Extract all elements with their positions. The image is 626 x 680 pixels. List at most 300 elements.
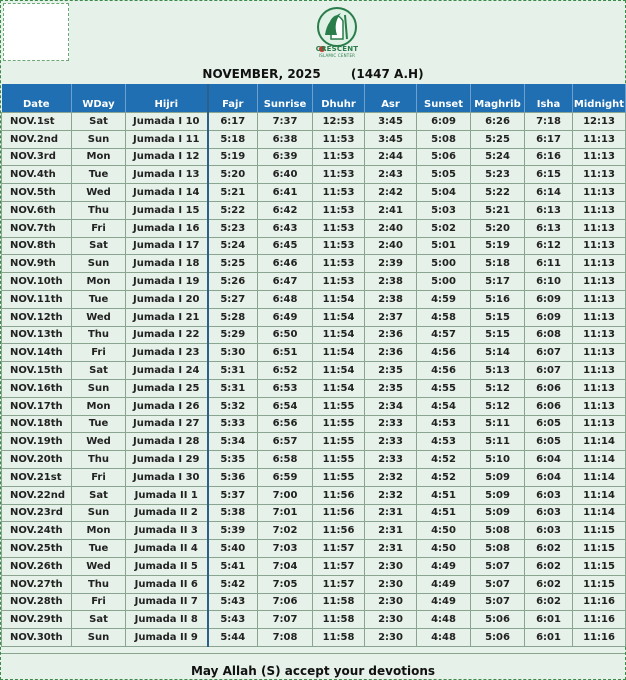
table-row bbox=[2, 593, 626, 611]
cell-isha: 6:05 bbox=[525, 415, 573, 433]
cell-fajr: 6:17 bbox=[208, 113, 258, 131]
cell-wday: Sat bbox=[72, 237, 126, 255]
column-header-fajr: Fajr bbox=[208, 84, 258, 113]
cell-midnight: 11:15 bbox=[573, 540, 626, 558]
prayer-times-table bbox=[1, 84, 626, 647]
cell-maghrib: 5:23 bbox=[471, 166, 525, 184]
cell-fajr: 5:30 bbox=[208, 344, 258, 362]
cell-hijri: Jumada II 8 bbox=[126, 611, 208, 629]
cell-asr: 2:40 bbox=[365, 237, 417, 255]
table-header-row bbox=[2, 84, 626, 113]
cell-midnight: 11:13 bbox=[573, 201, 626, 219]
table-row bbox=[2, 504, 626, 522]
table-row bbox=[2, 237, 626, 255]
cell-dhuhr: 11:57 bbox=[313, 575, 365, 593]
cell-isha: 6:09 bbox=[525, 308, 573, 326]
cell-fajr: 5:44 bbox=[208, 629, 258, 647]
table-row bbox=[2, 326, 626, 344]
cell-date: NOV.18th bbox=[2, 415, 72, 433]
table-row bbox=[2, 219, 626, 237]
column-header-midnight: Midnight bbox=[573, 84, 626, 113]
cell-maghrib: 5:16 bbox=[471, 290, 525, 308]
cell-date: NOV.11th bbox=[2, 290, 72, 308]
cell-maghrib: 5:06 bbox=[471, 629, 525, 647]
cell-isha: 6:02 bbox=[525, 540, 573, 558]
cell-sunrise: 6:56 bbox=[258, 415, 313, 433]
cell-sunrise: 6:58 bbox=[258, 451, 313, 469]
cell-fajr: 5:27 bbox=[208, 290, 258, 308]
cell-isha: 6:12 bbox=[525, 237, 573, 255]
cell-date: NOV.3rd bbox=[2, 148, 72, 166]
cell-fajr: 5:31 bbox=[208, 362, 258, 380]
cell-wday: Tue bbox=[72, 166, 126, 184]
cell-sunrise: 7:00 bbox=[258, 486, 313, 504]
cell-date: NOV.15th bbox=[2, 362, 72, 380]
cell-sunset: 4:52 bbox=[417, 468, 471, 486]
cell-sunrise: 7:01 bbox=[258, 504, 313, 522]
cell-sunrise: 7:04 bbox=[258, 557, 313, 575]
cell-wday: Wed bbox=[72, 184, 126, 202]
cell-midnight: 11:13 bbox=[573, 166, 626, 184]
cell-sunrise: 6:52 bbox=[258, 362, 313, 380]
cell-isha: 6:13 bbox=[525, 219, 573, 237]
cell-midnight: 11:13 bbox=[573, 326, 626, 344]
table-row bbox=[2, 575, 626, 593]
cell-date: NOV.6th bbox=[2, 201, 72, 219]
cell-maghrib: 5:06 bbox=[471, 611, 525, 629]
cell-maghrib: 5:19 bbox=[471, 237, 525, 255]
cell-date: NOV.12th bbox=[2, 308, 72, 326]
cell-asr: 2:33 bbox=[365, 451, 417, 469]
cell-maghrib: 5:09 bbox=[471, 504, 525, 522]
table-row bbox=[2, 557, 626, 575]
cell-fajr: 5:19 bbox=[208, 148, 258, 166]
cell-isha: 6:03 bbox=[525, 522, 573, 540]
cell-wday: Mon bbox=[72, 273, 126, 291]
cell-sunrise: 7:08 bbox=[258, 629, 313, 647]
cell-hijri: Jumada I 22 bbox=[126, 326, 208, 344]
cell-maghrib: 5:20 bbox=[471, 219, 525, 237]
cell-hijri: Jumada II 3 bbox=[126, 522, 208, 540]
cell-isha: 7:18 bbox=[525, 113, 573, 131]
cell-maghrib: 5:15 bbox=[471, 308, 525, 326]
cell-asr: 2:42 bbox=[365, 184, 417, 202]
cell-fajr: 5:29 bbox=[208, 326, 258, 344]
cell-dhuhr: 11:57 bbox=[313, 540, 365, 558]
cell-date: NOV.21st bbox=[2, 468, 72, 486]
column-header-isha: Isha bbox=[525, 84, 573, 113]
cell-asr: 3:45 bbox=[365, 130, 417, 148]
table-row bbox=[2, 433, 626, 451]
cell-hijri: Jumada II 5 bbox=[126, 557, 208, 575]
cell-midnight: 12:13 bbox=[573, 113, 626, 131]
cell-sunset: 5:05 bbox=[417, 166, 471, 184]
cell-sunrise: 6:53 bbox=[258, 379, 313, 397]
header-band bbox=[1, 1, 625, 63]
table-row bbox=[2, 273, 626, 291]
table-body bbox=[2, 113, 626, 647]
cell-wday: Wed bbox=[72, 308, 126, 326]
cell-asr: 2:38 bbox=[365, 290, 417, 308]
cell-wday: Fri bbox=[72, 219, 126, 237]
cell-sunset: 4:54 bbox=[417, 397, 471, 415]
cell-wday: Fri bbox=[72, 593, 126, 611]
cell-wday: Sun bbox=[72, 379, 126, 397]
cell-fajr: 5:36 bbox=[208, 468, 258, 486]
cell-isha: 6:15 bbox=[525, 166, 573, 184]
table-row bbox=[2, 344, 626, 362]
column-header-dhuhr: Dhuhr bbox=[313, 84, 365, 113]
cell-hijri: Jumada II 6 bbox=[126, 575, 208, 593]
cell-hijri: Jumada II 2 bbox=[126, 504, 208, 522]
cell-maghrib: 5:13 bbox=[471, 362, 525, 380]
cell-dhuhr: 11:58 bbox=[313, 611, 365, 629]
cell-wday: Sat bbox=[72, 486, 126, 504]
column-header-sunrise: Sunrise bbox=[258, 84, 313, 113]
cell-date: NOV.20th bbox=[2, 451, 72, 469]
cell-wday: Mon bbox=[72, 522, 126, 540]
cell-fajr: 5:41 bbox=[208, 557, 258, 575]
cell-isha: 6:11 bbox=[525, 255, 573, 273]
cell-sunrise: 6:47 bbox=[258, 273, 313, 291]
cell-midnight: 11:13 bbox=[573, 344, 626, 362]
cell-dhuhr: 11:54 bbox=[313, 344, 365, 362]
cell-fajr: 5:43 bbox=[208, 611, 258, 629]
column-header-wday: WDay bbox=[72, 84, 126, 113]
cell-hijri: Jumada I 16 bbox=[126, 219, 208, 237]
cell-sunset: 4:56 bbox=[417, 362, 471, 380]
cell-dhuhr: 11:54 bbox=[313, 362, 365, 380]
cell-dhuhr: 11:56 bbox=[313, 486, 365, 504]
cell-dhuhr: 11:54 bbox=[313, 290, 365, 308]
cell-maghrib: 5:07 bbox=[471, 593, 525, 611]
cell-asr: 2:35 bbox=[365, 362, 417, 380]
cell-sunrise: 7:07 bbox=[258, 611, 313, 629]
table-row bbox=[2, 415, 626, 433]
cell-date: NOV.28th bbox=[2, 593, 72, 611]
cell-midnight: 11:14 bbox=[573, 486, 626, 504]
cell-asr: 2:31 bbox=[365, 504, 417, 522]
cell-sunrise: 6:48 bbox=[258, 290, 313, 308]
logo-subtext: ISLAMIC CENTER bbox=[318, 53, 356, 58]
cell-asr: 3:45 bbox=[365, 113, 417, 131]
cell-sunrise: 7:02 bbox=[258, 522, 313, 540]
cell-asr: 2:30 bbox=[365, 593, 417, 611]
cell-sunset: 4:53 bbox=[417, 415, 471, 433]
month-title bbox=[1, 65, 625, 83]
table-row bbox=[2, 451, 626, 469]
table-row bbox=[2, 308, 626, 326]
cell-sunrise: 6:59 bbox=[258, 468, 313, 486]
cell-midnight: 11:13 bbox=[573, 255, 626, 273]
table-row bbox=[2, 184, 626, 202]
table-row bbox=[2, 255, 626, 273]
cell-sunset: 4:50 bbox=[417, 522, 471, 540]
cell-maghrib: 5:09 bbox=[471, 486, 525, 504]
cell-sunrise: 7:37 bbox=[258, 113, 313, 131]
cell-asr: 2:36 bbox=[365, 326, 417, 344]
cell-sunset: 6:09 bbox=[417, 113, 471, 131]
cell-sunrise: 6:38 bbox=[258, 130, 313, 148]
cell-asr: 2:44 bbox=[365, 148, 417, 166]
cell-sunset: 5:04 bbox=[417, 184, 471, 202]
cell-sunrise: 6:50 bbox=[258, 326, 313, 344]
cell-wday: Sat bbox=[72, 362, 126, 380]
cell-wday: Tue bbox=[72, 540, 126, 558]
cell-dhuhr: 11:53 bbox=[313, 148, 365, 166]
cell-sunrise: 6:49 bbox=[258, 308, 313, 326]
cell-date: NOV.19th bbox=[2, 433, 72, 451]
column-header-asr: Asr bbox=[365, 84, 417, 113]
cell-fajr: 5:23 bbox=[208, 219, 258, 237]
cell-midnight: 11:14 bbox=[573, 433, 626, 451]
cell-isha: 6:07 bbox=[525, 362, 573, 380]
cell-fajr: 5:43 bbox=[208, 593, 258, 611]
cell-wday: Tue bbox=[72, 415, 126, 433]
cell-asr: 2:41 bbox=[365, 201, 417, 219]
cell-maghrib: 5:17 bbox=[471, 273, 525, 291]
cell-hijri: Jumada II 7 bbox=[126, 593, 208, 611]
cell-date: NOV.2nd bbox=[2, 130, 72, 148]
cell-sunset: 4:57 bbox=[417, 326, 471, 344]
cell-asr: 2:35 bbox=[365, 379, 417, 397]
cell-sunset: 5:02 bbox=[417, 219, 471, 237]
cell-hijri: Jumada I 21 bbox=[126, 308, 208, 326]
cell-date: NOV.13th bbox=[2, 326, 72, 344]
cell-wday: Thu bbox=[72, 451, 126, 469]
table-row bbox=[2, 130, 626, 148]
cell-asr: 2:30 bbox=[365, 557, 417, 575]
cell-wday: Sat bbox=[72, 611, 126, 629]
cell-dhuhr: 11:55 bbox=[313, 433, 365, 451]
cell-sunset: 5:01 bbox=[417, 237, 471, 255]
cell-fajr: 5:39 bbox=[208, 522, 258, 540]
cell-midnight: 11:13 bbox=[573, 148, 626, 166]
cell-hijri: Jumada I 20 bbox=[126, 290, 208, 308]
cell-isha: 6:07 bbox=[525, 344, 573, 362]
cell-dhuhr: 11:56 bbox=[313, 522, 365, 540]
cell-dhuhr: 11:55 bbox=[313, 415, 365, 433]
cell-wday: Fri bbox=[72, 344, 126, 362]
column-header-sunset: Sunset bbox=[417, 84, 471, 113]
cell-hijri: Jumada I 10 bbox=[126, 113, 208, 131]
cell-hijri: Jumada I 28 bbox=[126, 433, 208, 451]
cell-dhuhr: 11:55 bbox=[313, 397, 365, 415]
cell-fajr: 5:28 bbox=[208, 308, 258, 326]
cell-isha: 6:09 bbox=[525, 290, 573, 308]
cell-hijri: Jumada I 24 bbox=[126, 362, 208, 380]
logo-text bbox=[309, 45, 365, 58]
cell-sunrise: 6:54 bbox=[258, 397, 313, 415]
cell-dhuhr: 11:54 bbox=[313, 326, 365, 344]
cell-wday: Sun bbox=[72, 130, 126, 148]
cell-wday: Sun bbox=[72, 255, 126, 273]
cell-midnight: 11:13 bbox=[573, 397, 626, 415]
cell-dhuhr: 11:53 bbox=[313, 219, 365, 237]
cell-hijri: Jumada I 19 bbox=[126, 273, 208, 291]
cell-hijri: Jumada I 30 bbox=[126, 468, 208, 486]
column-header-date: Date bbox=[2, 84, 72, 113]
cell-dhuhr: 11:53 bbox=[313, 130, 365, 148]
cell-isha: 6:03 bbox=[525, 504, 573, 522]
cell-date: NOV.30th bbox=[2, 629, 72, 647]
cell-isha: 6:04 bbox=[525, 468, 573, 486]
table-row bbox=[2, 486, 626, 504]
cell-sunrise: 6:43 bbox=[258, 219, 313, 237]
cell-sunrise: 7:03 bbox=[258, 540, 313, 558]
cell-sunset: 5:00 bbox=[417, 273, 471, 291]
cell-hijri: Jumada I 12 bbox=[126, 148, 208, 166]
cell-isha: 6:02 bbox=[525, 593, 573, 611]
cell-date: NOV.25th bbox=[2, 540, 72, 558]
cell-sunset: 5:00 bbox=[417, 255, 471, 273]
table-row bbox=[2, 113, 626, 131]
cell-asr: 2:36 bbox=[365, 344, 417, 362]
cell-asr: 2:32 bbox=[365, 486, 417, 504]
table-row bbox=[2, 290, 626, 308]
cell-fajr: 5:22 bbox=[208, 201, 258, 219]
table-row bbox=[2, 540, 626, 558]
cell-sunset: 4:51 bbox=[417, 486, 471, 504]
cell-isha: 6:10 bbox=[525, 273, 573, 291]
cell-wday: Tue bbox=[72, 290, 126, 308]
cell-fajr: 5:37 bbox=[208, 486, 258, 504]
cell-sunrise: 7:05 bbox=[258, 575, 313, 593]
cell-isha: 6:17 bbox=[525, 130, 573, 148]
cell-asr: 2:31 bbox=[365, 522, 417, 540]
cell-hijri: Jumada I 29 bbox=[126, 451, 208, 469]
table-row bbox=[2, 468, 626, 486]
cell-wday: Thu bbox=[72, 326, 126, 344]
cell-maghrib: 5:14 bbox=[471, 344, 525, 362]
cell-maghrib: 6:26 bbox=[471, 113, 525, 131]
cell-dhuhr: 11:55 bbox=[313, 451, 365, 469]
cell-maghrib: 5:12 bbox=[471, 397, 525, 415]
cell-isha: 6:05 bbox=[525, 433, 573, 451]
cell-fajr: 5:25 bbox=[208, 255, 258, 273]
cell-hijri: Jumada I 27 bbox=[126, 415, 208, 433]
column-header-maghrib: Maghrib bbox=[471, 84, 525, 113]
cell-sunrise: 6:57 bbox=[258, 433, 313, 451]
hijri-year-label: (1447 A.H) bbox=[350, 67, 424, 81]
cell-isha: 6:14 bbox=[525, 184, 573, 202]
cell-sunrise: 6:46 bbox=[258, 255, 313, 273]
cell-midnight: 11:13 bbox=[573, 362, 626, 380]
cell-hijri: Jumada I 13 bbox=[126, 166, 208, 184]
cell-midnight: 11:14 bbox=[573, 504, 626, 522]
footer-band bbox=[1, 653, 625, 680]
cell-maghrib: 5:10 bbox=[471, 451, 525, 469]
cell-sunset: 4:53 bbox=[417, 433, 471, 451]
cell-sunrise: 6:42 bbox=[258, 201, 313, 219]
cell-maghrib: 5:15 bbox=[471, 326, 525, 344]
cell-date: NOV.10th bbox=[2, 273, 72, 291]
cell-isha: 6:06 bbox=[525, 379, 573, 397]
cell-hijri: Jumada I 11 bbox=[126, 130, 208, 148]
cell-fajr: 5:40 bbox=[208, 540, 258, 558]
cell-dhuhr: 11:54 bbox=[313, 379, 365, 397]
cell-dhuhr: 11:53 bbox=[313, 237, 365, 255]
cell-asr: 2:30 bbox=[365, 629, 417, 647]
cell-fajr: 5:26 bbox=[208, 273, 258, 291]
cell-asr: 2:40 bbox=[365, 219, 417, 237]
table-row bbox=[2, 397, 626, 415]
cell-sunset: 4:56 bbox=[417, 344, 471, 362]
cell-maghrib: 5:25 bbox=[471, 130, 525, 148]
cell-hijri: Jumada II 4 bbox=[126, 540, 208, 558]
cell-midnight: 11:13 bbox=[573, 273, 626, 291]
cell-sunset: 4:49 bbox=[417, 575, 471, 593]
cell-maghrib: 5:24 bbox=[471, 148, 525, 166]
cell-hijri: Jumada I 23 bbox=[126, 344, 208, 362]
cell-dhuhr: 11:53 bbox=[313, 184, 365, 202]
cell-date: NOV.23rd bbox=[2, 504, 72, 522]
cell-fajr: 5:32 bbox=[208, 397, 258, 415]
cell-fajr: 5:34 bbox=[208, 433, 258, 451]
cell-wday: Sat bbox=[72, 113, 126, 131]
cell-date: NOV.17th bbox=[2, 397, 72, 415]
cell-midnight: 11:13 bbox=[573, 379, 626, 397]
cell-midnight: 11:13 bbox=[573, 290, 626, 308]
cell-asr: 2:34 bbox=[365, 397, 417, 415]
cell-wday: Thu bbox=[72, 201, 126, 219]
cell-sunset: 4:58 bbox=[417, 308, 471, 326]
cell-midnight: 11:13 bbox=[573, 219, 626, 237]
cell-midnight: 11:14 bbox=[573, 451, 626, 469]
cell-sunset: 5:03 bbox=[417, 201, 471, 219]
cell-wday: Fri bbox=[72, 468, 126, 486]
cell-fajr: 5:35 bbox=[208, 451, 258, 469]
footer-message: May Allah (S) accept your devotions bbox=[190, 664, 436, 678]
cell-date: NOV.29th bbox=[2, 611, 72, 629]
cell-maghrib: 5:21 bbox=[471, 201, 525, 219]
cell-dhuhr: 11:53 bbox=[313, 166, 365, 184]
cell-dhuhr: 12:53 bbox=[313, 113, 365, 131]
cell-fajr: 5:21 bbox=[208, 184, 258, 202]
cell-dhuhr: 11:53 bbox=[313, 273, 365, 291]
cell-isha: 6:08 bbox=[525, 326, 573, 344]
cell-date: NOV.24th bbox=[2, 522, 72, 540]
cell-date: NOV.7th bbox=[2, 219, 72, 237]
cell-isha: 6:01 bbox=[525, 611, 573, 629]
cell-maghrib: 5:08 bbox=[471, 522, 525, 540]
cell-isha: 6:02 bbox=[525, 575, 573, 593]
cell-fajr: 5:38 bbox=[208, 504, 258, 522]
cell-hijri: Jumada II 9 bbox=[126, 629, 208, 647]
cell-maghrib: 5:08 bbox=[471, 540, 525, 558]
cell-maghrib: 5:09 bbox=[471, 468, 525, 486]
cell-date: NOV.9th bbox=[2, 255, 72, 273]
cell-wday: Sun bbox=[72, 504, 126, 522]
cell-date: NOV.27th bbox=[2, 575, 72, 593]
cell-dhuhr: 11:57 bbox=[313, 557, 365, 575]
cell-isha: 6:01 bbox=[525, 629, 573, 647]
cell-dhuhr: 11:58 bbox=[313, 629, 365, 647]
cell-isha: 6:06 bbox=[525, 397, 573, 415]
cell-sunset: 4:55 bbox=[417, 379, 471, 397]
cell-date: NOV.14th bbox=[2, 344, 72, 362]
cell-fajr: 5:18 bbox=[208, 130, 258, 148]
cell-wday: Mon bbox=[72, 397, 126, 415]
cell-asr: 2:31 bbox=[365, 540, 417, 558]
cell-dhuhr: 11:55 bbox=[313, 468, 365, 486]
cell-wday: Sun bbox=[72, 629, 126, 647]
cell-sunset: 4:52 bbox=[417, 451, 471, 469]
cell-hijri: Jumada I 15 bbox=[126, 201, 208, 219]
cell-dhuhr: 11:58 bbox=[313, 593, 365, 611]
cell-isha: 6:13 bbox=[525, 201, 573, 219]
table-row bbox=[2, 148, 626, 166]
